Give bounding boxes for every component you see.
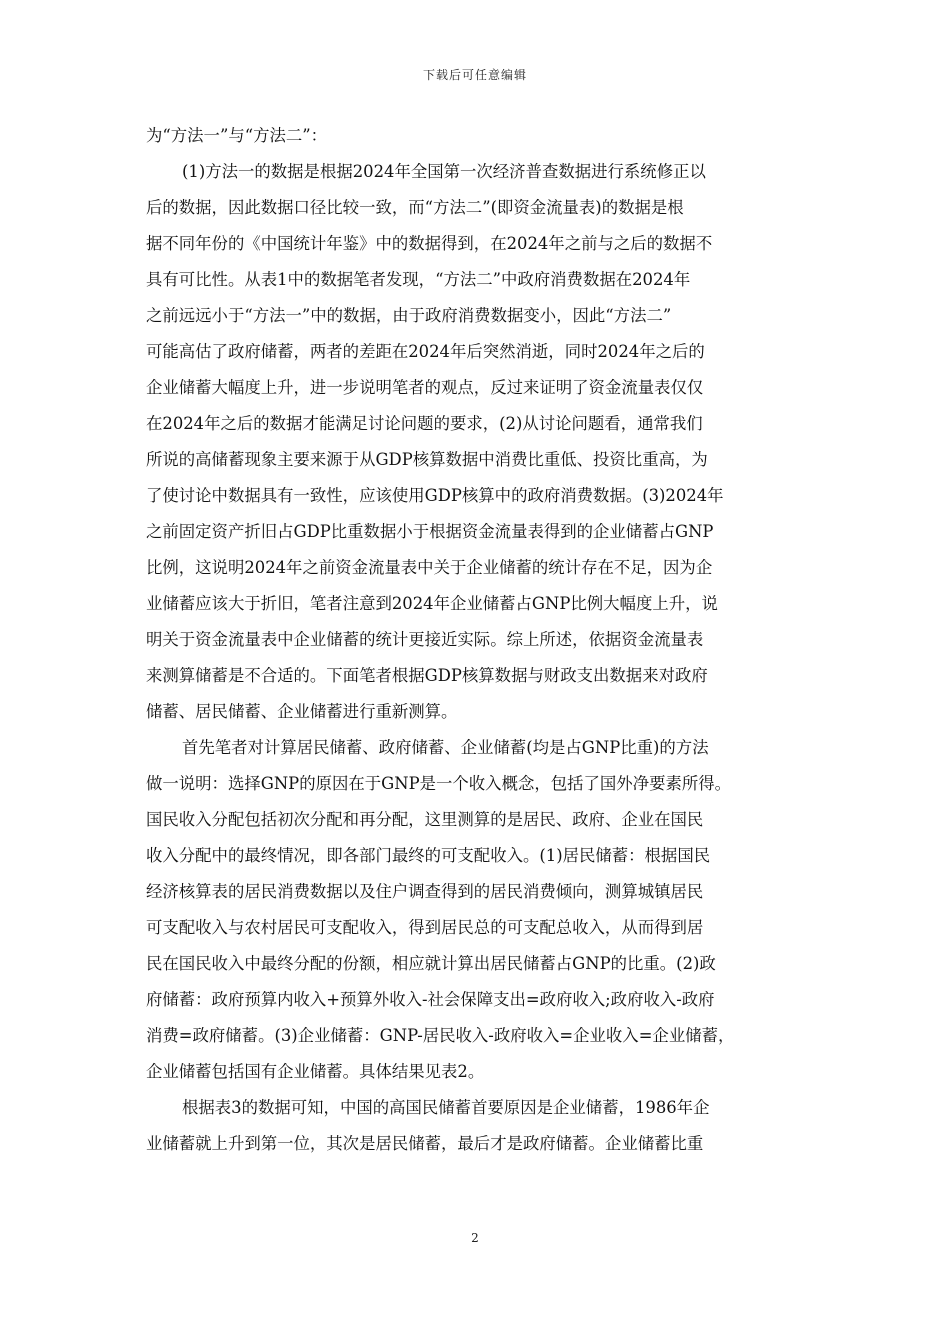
text-line: 业储蓄应该大于折旧，笔者注意到2024年企业储蓄占GNP比例大幅度上升，说	[146, 594, 718, 613]
text-line: 首先笔者对计算居民储蓄、政府储蓄、企业储蓄(均是占GNP比重)的方法	[182, 738, 709, 757]
text-line: 来测算储蓄是不合适的。下面笔者根据GDP核算数据与财政支出数据来对政府	[146, 666, 708, 685]
document-body	[146, 118, 812, 1162]
text-line: 业储蓄就上升到第一位，其次是居民储蓄，最后才是政府储蓄。企业储蓄比重	[146, 1134, 704, 1153]
text-line: 之前固定资产折旧占GDP比重数据小于根据资金流量表得到的企业储蓄占GNP	[146, 522, 714, 541]
text-line: 国民收入分配包括初次分配和再分配，这里测算的是居民、政府、企业在国民	[146, 810, 704, 829]
text-line: 后的数据，因此数据口径比较一致，而“方法二”(即资金流量表)的数据是根	[146, 198, 684, 217]
text-line: 比例，这说明2024年之前资金流量表中关于企业储蓄的统计存在不足，因为企	[146, 558, 713, 577]
text-line: 根据表3的数据可知，中国的高国民储蓄首要原因是企业储蓄，1986年企	[182, 1098, 710, 1117]
text-line: 收入分配中的最终情况，即各部门最终的可支配收入。(1)居民储蓄：根据国民	[146, 846, 711, 865]
text-line: 了使讨论中数据具有一致性，应该使用GDP核算中的政府消费数据。(3)2024年	[146, 486, 724, 505]
text-line: 消费=政府储蓄。(3)企业储蓄：GNP-居民收入-政府收入=企业收入=企业储蓄，	[146, 1026, 735, 1045]
text-line: 府储蓄：政府预算内收入+预算外收入-社会保障支出=政府收入;政府收入-政府	[146, 990, 715, 1009]
text-line: 企业储蓄包括国有企业储蓄。具体结果见表2。	[146, 1062, 485, 1081]
text-line: 经济核算表的居民消费数据以及住户调查得到的居民消费倾向，测算城镇居民	[146, 882, 704, 901]
text-line: 做一说明：选择GNP的原因在于GNP是一个收入概念，包括了国外净要素所得。	[146, 774, 732, 793]
page-number: 2	[471, 1231, 479, 1245]
text-line: 具有可比性。从表1中的数据笔者发现，“方法二”中政府消费数据在2024年	[146, 270, 691, 289]
text-line: 据不同年份的《中国统计年鉴》中的数据得到，在2024年之前与之后的数据不	[146, 234, 713, 253]
text-line: 企业储蓄大幅度上升，进一步说明笔者的观点，反过来证明了资金流量表仅仅	[146, 378, 704, 397]
text-line: 在2024年之后的数据才能满足讨论问题的要求，(2)从讨论问题看，通常我们	[146, 414, 703, 433]
text-line: 之前远远小于“方法一”中的数据，由于政府消费数据变小，因此“方法二”	[146, 306, 672, 325]
text-line: 储蓄、居民储蓄、企业储蓄进行重新测算。	[146, 702, 458, 721]
text-line: 明关于资金流量表中企业储蓄的统计更接近实际。综上所述，依据资金流量表	[146, 630, 704, 649]
text-line: 可能高估了政府储蓄，两者的差距在2024年后突然消逝，同时2024年之后的	[146, 342, 705, 361]
text-line: 所说的高储蓄现象主要来源于从GDP核算数据中消费比重低、投资比重高，为	[146, 450, 708, 469]
text-line: (1)方法一的数据是根据2024年全国第一次经济普查数据进行系统修正以	[182, 162, 706, 181]
page-header: 下载后可任意编辑	[422, 68, 527, 82]
text-line: 可支配收入与农村居民可支配收入，得到居民总的可支配总收入，从而得到居	[146, 918, 704, 937]
text-line: 为“方法一”与“方法二”：	[146, 126, 328, 145]
text-line: 民在国民收入中最终分配的份额，相应就计算出居民储蓄占GNP的比重。(2)政	[146, 954, 716, 973]
